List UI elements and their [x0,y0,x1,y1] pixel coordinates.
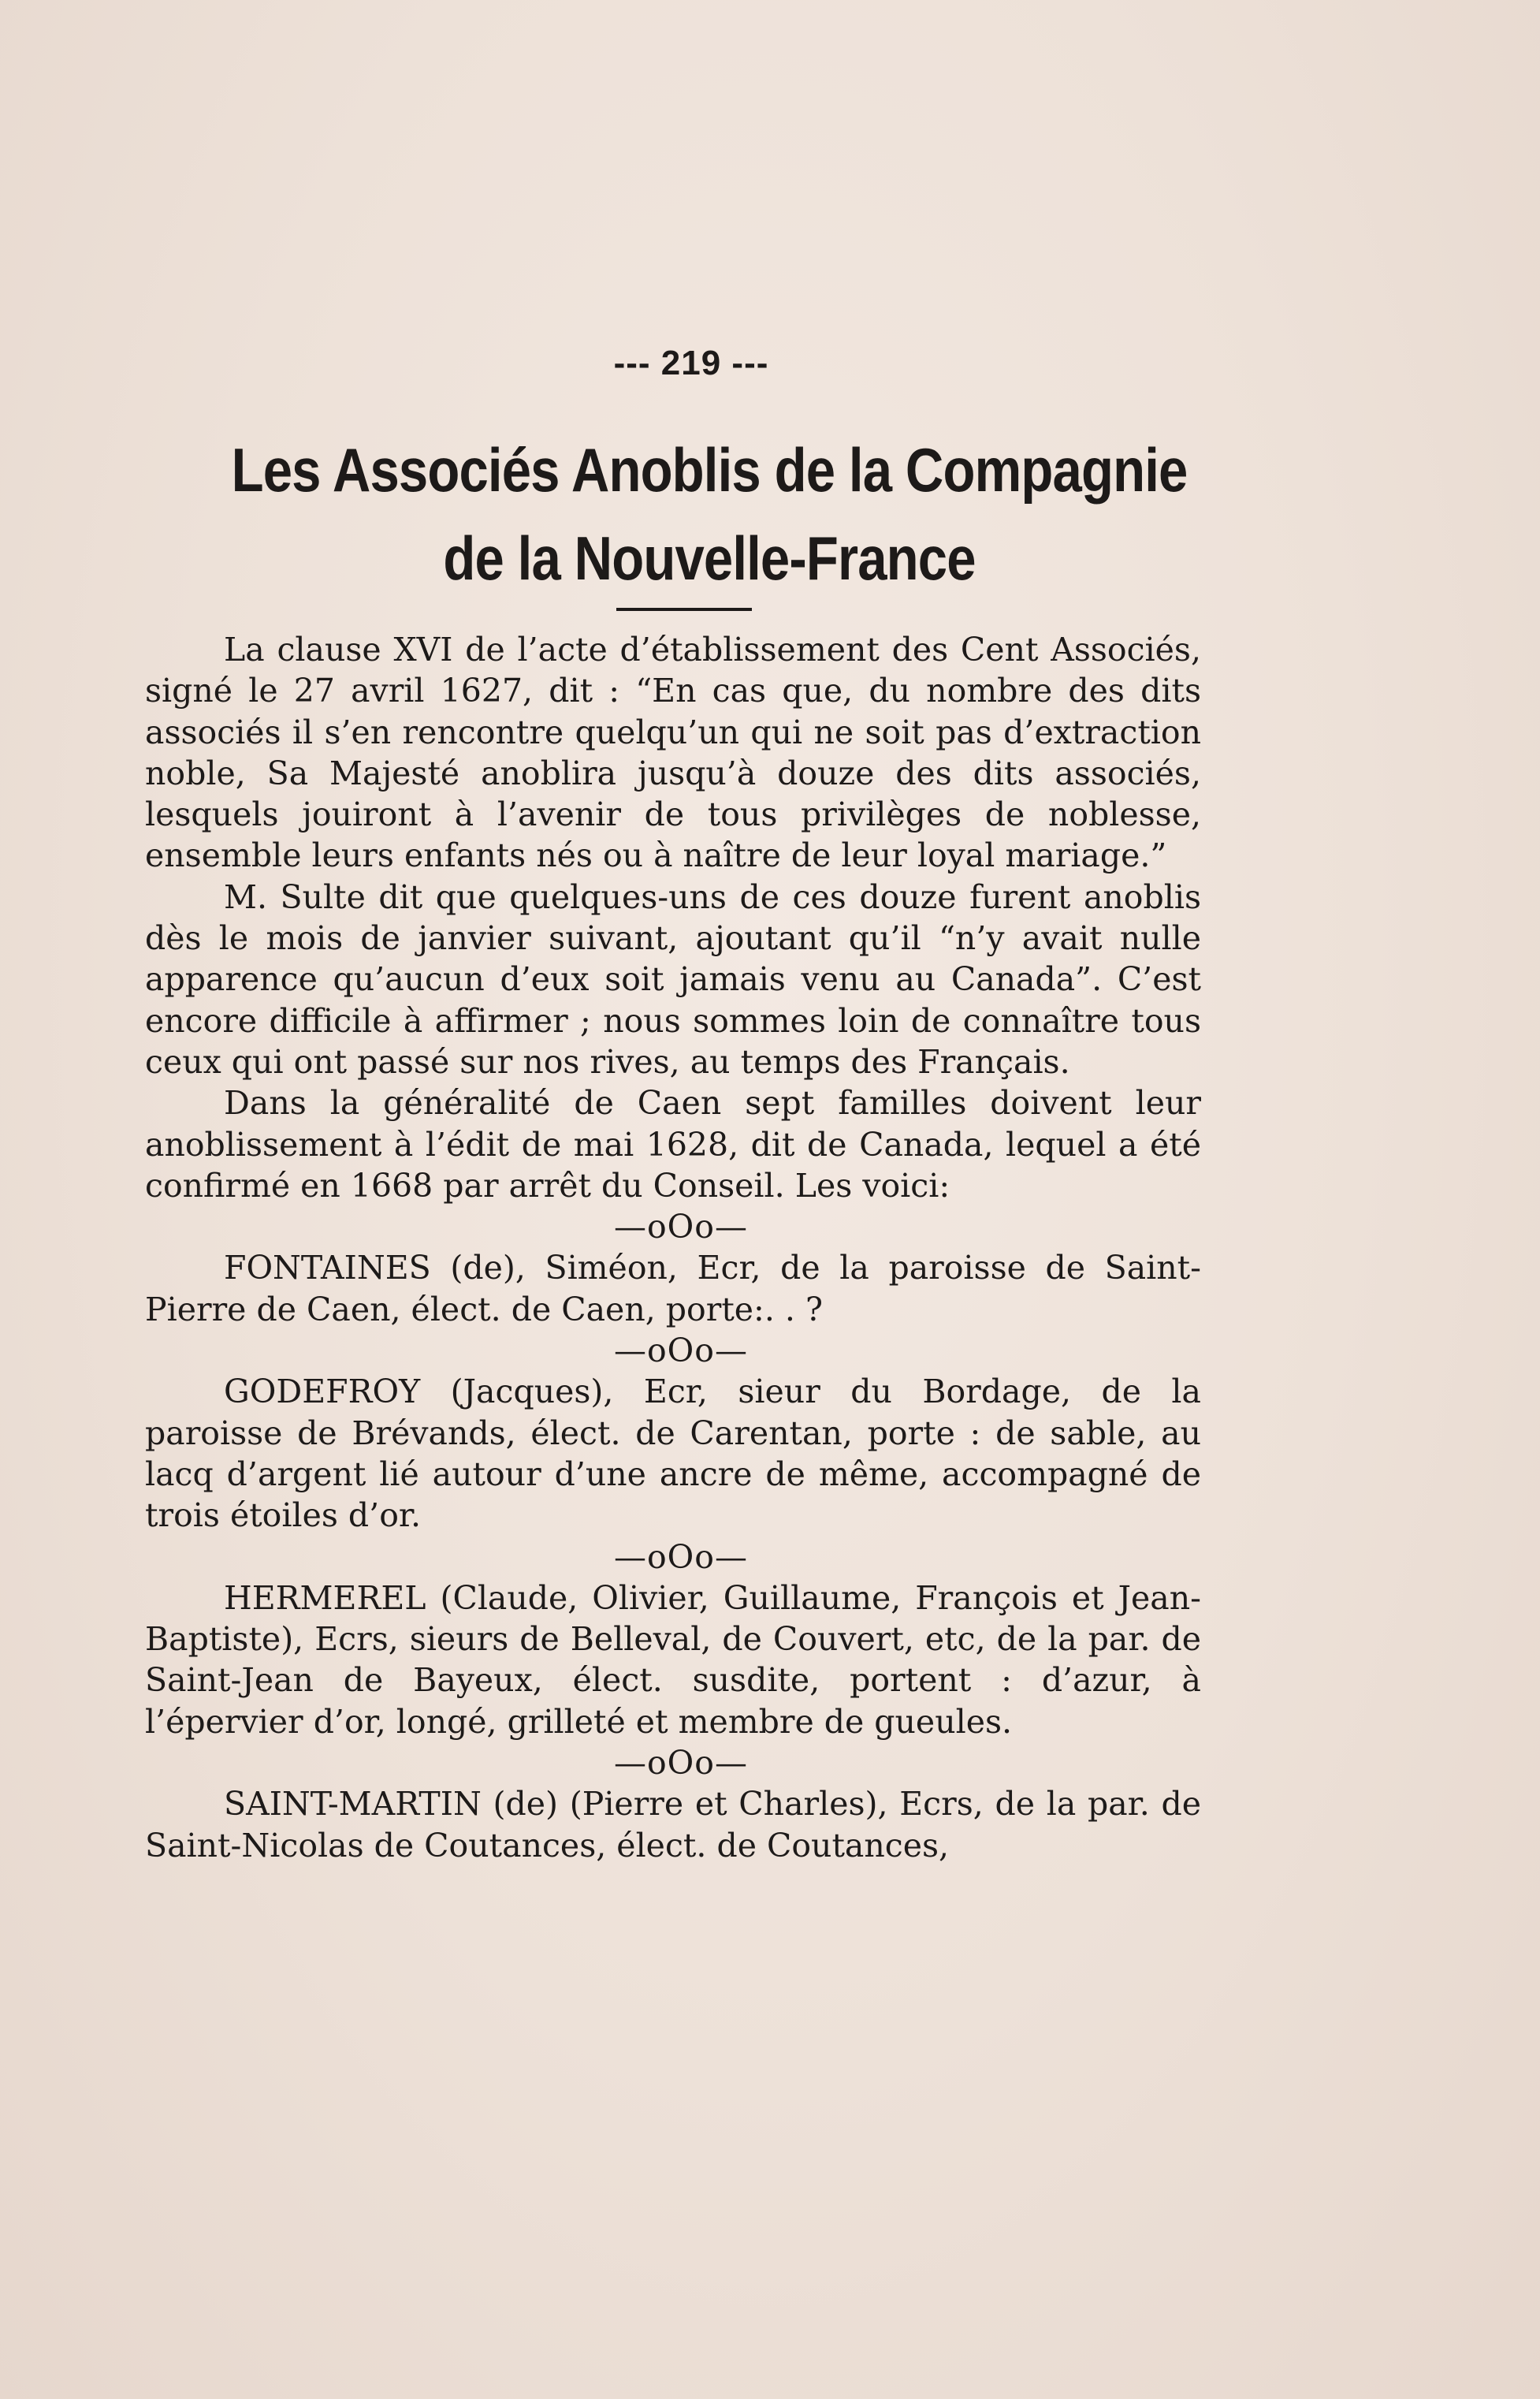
separator: —oOo— [614,1332,748,1370]
title-line-1: Les Associés Anoblis de la Compagnie [231,435,1188,505]
entry-godefroy: GODEFROY (Jacques), Ecr, sieur du Bordage, de la paroisse de Brévands, élect. de Carentan, porte : de sable, au lacq d’argent lié autour d’une ancre de même, accompagné de trois étoiles d’or. [145,1373,1201,1535]
page-title [221,426,1197,602]
entry-fontaines: FONTAINES (de), Siméon, Ecr, de la paroisse de Saint-Pierre de Caen, élect. de Caen, porte:. . ? [145,1249,1201,1328]
paragraph-clause-xvi: La clause XVI de l’acte d’établissement des Cent Associés, signé le 27 avril 1627, dit : “En cas que, du nombre des dits associés il s’en rencontre quelqu’un qui ne soit pas d’extraction noble, Sa Majesté anoblira jusqu’à douze des dits associés, lesquels jouiront à l’avenir de tous privilèges de noblesse, ensemble leurs enfants nés ou à naître de leur loyal mariage.” [145,631,1201,875]
page-number: --- 219 --- [613,344,769,382]
separator: —oOo— [614,1208,748,1246]
article-body [145,629,1201,1866]
separator: —oOo— [614,1537,748,1576]
separator: —oOo— [614,1744,748,1782]
paragraph-caen: Dans la généralité de Caen sept familles doivent leur anoblissement à l’édit de mai 1628, dit de Canada, lequel a été confirmé en 1668 par arrêt du Conseil. Les voici: [145,1084,1201,1205]
title-underline [616,608,752,611]
paragraph-sulte: M. Sulte dit que quelques-uns de ces douze furent anoblis dès le mois de janvier suivant, ajoutant qu’il “n’y avait nulle apparence qu’aucun d’eux soit jamais venu au Canada”. C’est encore difficile à affirmer ; nous sommes loin de connaître tous ceux qui ont passé sur nos rives, au temps des Français. [145,877,1201,1081]
entry-saint-martin: SAINT-MARTIN (de) (Pierre et Charles), Ecrs, de la par. de Saint-Nicolas de Coutances, élect. de Coutances, [145,1785,1201,1864]
entry-hermerel: HERMEREL (Claude, Olivier, Guillaume, François et Jean-Baptiste), Ecrs, sieurs de Belleval, de Couvert, etc, de la par. de Saint-Jean de Bayeux, élect. susdite, portent : d’azur, à l’épervier d’or, longé, grilleté et membre de gueules. [145,1578,1201,1741]
title-line-2: de la Nouvelle-France [443,523,976,593]
